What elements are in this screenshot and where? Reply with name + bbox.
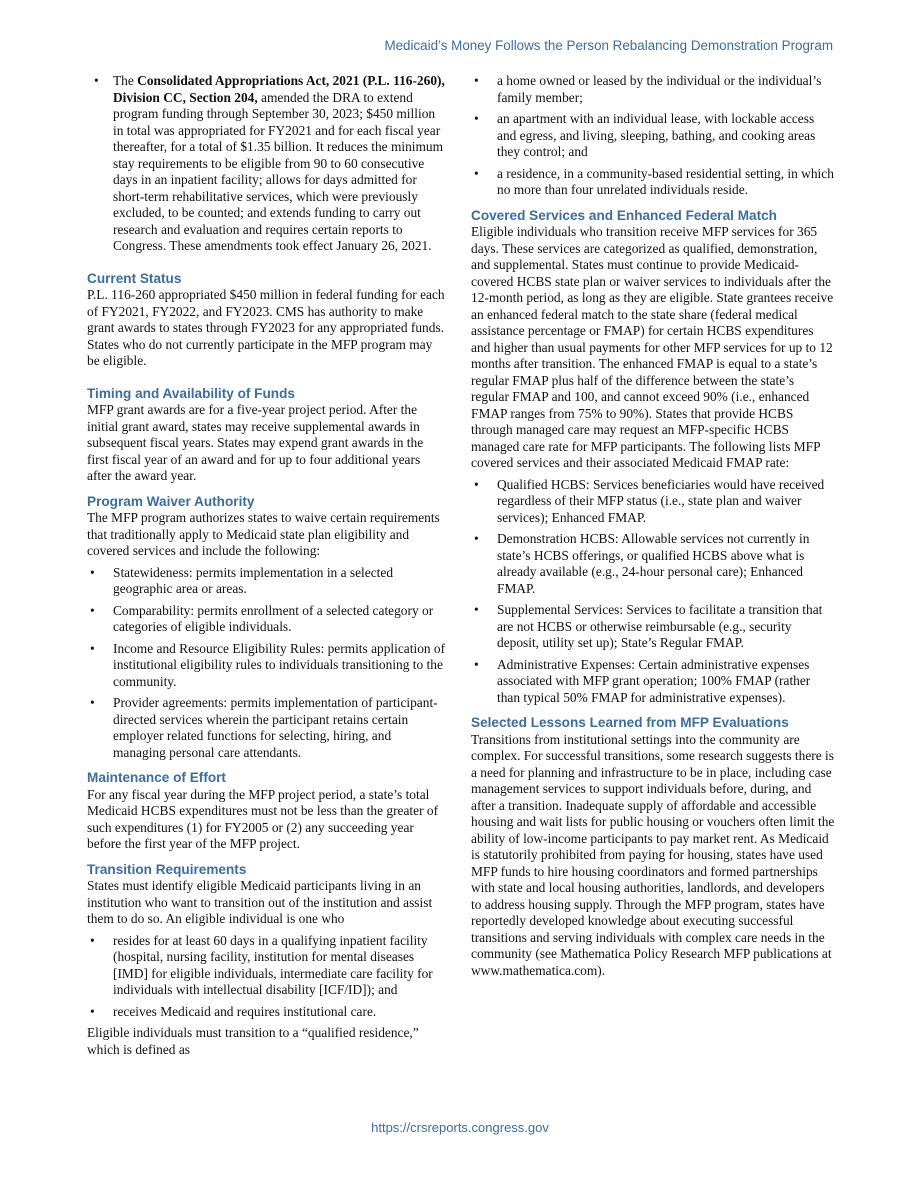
list-item <box>471 477 835 527</box>
transition-item-text: resides for at least 60 days in a qualifying inpatient facility (hospital, nursing facility, institution for mental diseases [IMD] for eligible individuals, intermediate care facility for individuals with intellectual disability [ICF/ID]); and <box>113 932 433 997</box>
bullet-glyph: • <box>474 531 479 546</box>
section-heading-maintenance: Maintenance of Effort <box>87 770 226 785</box>
list-item <box>471 602 835 652</box>
footer-url: https://crsreports.congress.gov <box>371 1120 549 1135</box>
covered-services-list <box>471 477 835 707</box>
bullet-glyph: • <box>474 73 479 88</box>
covered-services-body: Eligible individuals who transition receive MFP services for 365 days. These services are categorized as qualified, demonstration, and supplemental. States must continue to provide Medicaid-covered HCBS state plan or waiver services to individuals after the 12-month period, as long as they are eligible. State grantees receive an enhanced federal match to the state share (federal medical assistance percentage or FMAP) for certain HCBS expenditures and higher than usual payments for other MFP services for up to 12 months after transition. The enhanced FMAP is equal to a state’s regular FMAP plus half of the difference between the state’s regular FMAP and 100, and cannot exceed 90% (i.e., enhanced FMAP ranges from 75% to 90%). States that provide HCBS through managed care may request an MFP-specific HCBS managed care rate for MFP participants. The following lists MFP covered services and their associated Medicaid FMAP rate: <box>471 224 834 470</box>
transition-item-text: receives Medicaid and requires institutional care. <box>113 1003 377 1019</box>
bullet-glyph: • <box>474 111 479 126</box>
list-item <box>471 657 835 707</box>
current-status-body: P.L. 116-260 appropriated $450 million in federal funding for each of FY2021, FY2022, and FY2023. CMS has authority to make grant awards to states through FY2023 for any appropriated funds. States who do not currently participate in the MFP program may be eligible. <box>87 287 445 368</box>
waiver-item-text: Comparability: permits enrollment of a selected category or categories of eligible individuals. <box>113 602 434 634</box>
section-heading-covered-services: Covered Services and Enhanced Federal Match <box>471 207 777 223</box>
transition-closing: Eligible individuals must transition to a “qualified residence,” which is defined as <box>87 1025 419 1057</box>
running-header-title: Medicaid’s Money Follows the Person Rebalancing Demonstration Program <box>384 38 833 53</box>
section-heading-waiver: Program Waiver Authority <box>87 493 255 509</box>
covered-item-text: Qualified HCBS: Services beneficiaries would have received regardless of their MFP status (i.e., state plan and waiver services); Enhanced FMAP. <box>497 476 825 525</box>
bullet-glyph: • <box>474 656 479 672</box>
bullet-glyph: • <box>474 602 479 617</box>
list-item <box>87 565 447 598</box>
transition-body: States must identify eligible Medicaid participants living in an institution who want to transition out of the institution and assist them to do so. An eligible individual is one who <box>87 878 433 926</box>
list-item <box>471 531 835 597</box>
waiver-item-text: Provider agreements: permits implementation of participant-directed services wherein the participant retains certain employer related functions for selecting, hiring, and managing personal care attendants. <box>113 695 438 760</box>
maintenance-body: For any fiscal year during the MFP project period, a state’s total Medicaid HCBS expenditures must not be less than the greater of such expenditures (1) for FY2005 or (2) any succeeding year before the first year of the MFP project. <box>87 786 439 851</box>
intro-bullet-list <box>87 73 447 255</box>
bullet-glyph: • <box>90 1003 95 1019</box>
bullet-glyph: • <box>90 602 95 618</box>
residence-item-text: an apartment with an individual lease, with lockable access and egress, and living, sleeping, bathing, and cooking areas they control; and <box>497 111 816 159</box>
act-intro-text: The <box>113 73 138 88</box>
act-description: amended the DRA to extend program funding through September 30, 2023; $450 million in total was appropriated for FY2021 and for each fiscal year thereafter, for a total of $1.35 billion. It reduces the minimum stay requirements to be eligible from 90 to 60 consecutive days in an inpatient facility; allows for days admitted for short-term rehabilitative services, which were previously excluded, to be counted; and extends funding to carry out research and evaluation and requires certain reports to Congress. These amendments took effect January 26, 2021. <box>113 89 444 253</box>
covered-item-text: Demonstration HCBS: Allowable services not currently in state’s HCBS offerings, or qualified HCBS above what is already available (e.g., 24-hour personal care); Enhanced FMAP. <box>497 531 810 596</box>
list-item <box>471 166 835 199</box>
timing-body: MFP grant awards are for a five-year project period. After the initial grant award, states may receive supplemental awards in subsequent fiscal years. States may expend grant awards in the first fiscal year of an award and for up to four additional years after the award year. <box>87 402 424 483</box>
list-item <box>471 111 835 161</box>
bullet-glyph: • <box>90 695 95 710</box>
section-heading-current-status: Current Status <box>87 270 182 286</box>
right-column <box>471 73 835 979</box>
waiver-item-text: Statewideness: permits implementation in a selected geographic area or areas. <box>113 564 394 596</box>
waiver-item-text: Income and Resource Eligibility Rules: permits application of institutional eligibility rules to individuals transitioning to the community. <box>113 640 446 689</box>
section-heading-transition: Transition Requirements <box>87 861 247 877</box>
list-item <box>87 933 447 999</box>
bullet-glyph: • <box>474 165 479 181</box>
bullet-glyph: • <box>474 476 479 492</box>
list-item <box>471 73 835 106</box>
waiver-body: The MFP program authorizes states to waive certain requirements that traditionally apply to Medicaid state plan eligibility and covered services and include the following: <box>87 510 440 558</box>
left-column <box>87 73 447 1058</box>
lessons-body: Transitions from institutional settings into the community are complex. For successful transitions, some research suggests there is a need for planning and infrastructure to be in place, including case management services to support individuals before, during, and after a transition. Inadequate supply of affordable and accessible housing and wait lists for public housing or vouchers often limit the ability of low-income participants to pay market rent. As Medicaid is statutorily prohibited from paying for housing, states have used MFP funds to hire housing coordinators and formed partnerships with state and local housing authorities, landlords, and developers to address housing supply. Through the MFP program, states have reportedly developed knowledge about executing successful transitions and serving individuals with complex care needs in the community (see Mathematica Policy Research MFP publications at www.mathematica.com). <box>471 731 835 978</box>
bullet-glyph: • <box>90 932 95 948</box>
list-item <box>87 73 447 255</box>
list-item <box>87 641 447 691</box>
bullet-glyph: • <box>90 564 95 580</box>
residence-item-text: a home owned or leased by the individual or the individual’s family member; <box>497 73 822 105</box>
transition-list <box>87 933 447 1021</box>
list-item <box>87 1004 447 1021</box>
covered-item-text: Supplemental Services: Services to facilitate a transition that are not HCBS or otherwise reimbursable (e.g., security deposit, utility set up); State’s Regular FMAP. <box>497 602 823 650</box>
bullet-glyph: • <box>94 73 99 88</box>
list-item <box>87 695 447 761</box>
section-heading-timing: Timing and Availability of Funds <box>87 385 295 401</box>
act-citation: Consolidated Appropriations Act, 2021 (P.L. 116-260), Division CC, Section 204, <box>113 73 445 105</box>
waiver-list <box>87 565 447 762</box>
residence-list <box>471 73 835 199</box>
list-item <box>87 603 447 636</box>
residence-item-text: a residence, in a community-based residential setting, in which no more than four unrelated individuals reside. <box>497 165 834 197</box>
covered-item-text: Administrative Expenses: Certain administrative expenses associated with MFP grant operation; 100% FMAP (rather than typical 50% FMAP for administrative expenses). <box>497 656 811 705</box>
section-heading-lessons: Selected Lessons Learned from MFP Evaluations <box>471 715 789 730</box>
bullet-glyph: • <box>90 640 95 656</box>
